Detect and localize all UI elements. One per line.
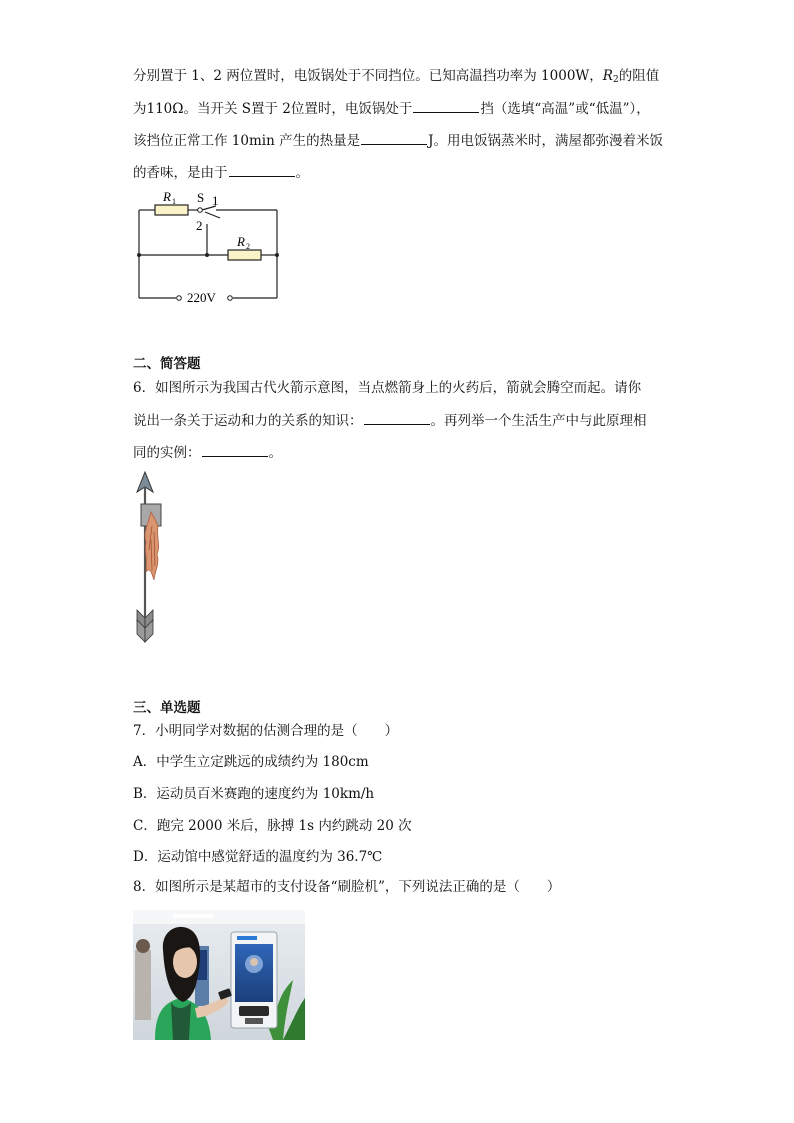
r1-sub: 1	[172, 197, 176, 206]
switch-pos-1: 1	[212, 193, 219, 208]
r1-label: R	[163, 189, 171, 204]
answer-blank-example[interactable]	[202, 442, 268, 457]
q6-line3: 同的实例： 。	[133, 442, 282, 463]
q6-line1: 6．如图所示为我国古代火箭示意图，当点燃箭身上的火药后，箭就会腾空而起。请你	[133, 380, 642, 396]
q6-line2: 说出一条关于运动和力的关系的知识： 。再列举一个生活生产中与此原理相	[133, 410, 647, 431]
r2-symbol: R	[602, 68, 613, 84]
answer-blank-gear[interactable]	[413, 98, 479, 113]
q5-line3: 该挡位正常工作 10min 产生的热量是 J。用电饭锅蒸米时，满屋都弥漫着米饭	[133, 130, 663, 151]
answer-blank-knowledge[interactable]	[364, 410, 430, 425]
circuit-diagram	[130, 188, 290, 308]
section-heading-single-choice: 三、单选题	[133, 700, 201, 716]
resistor-r1	[155, 205, 188, 215]
section-heading-short-answer: 二、简答题	[133, 356, 201, 372]
q5-line2: 为110Ω。当开关 S置于 2位置时，电饭锅处于 挡（选填“高温”或“低温”），	[133, 98, 650, 119]
rocket-arrow-figure	[128, 470, 164, 648]
face-payment-photo	[133, 910, 305, 1040]
q8-stem: 8．如图所示是某超市的支付设备“刷脸机”，下列说法正确的是（ ）	[133, 879, 561, 895]
voltage-label: 220V	[187, 290, 216, 305]
r2-sub: 2	[246, 242, 250, 251]
q7-option-d[interactable]: D．运动馆中感觉舒适的温度约为 36.7℃	[133, 849, 383, 865]
q7-option-b[interactable]: B．运动员百米赛跑的速度约为 10km/h	[133, 786, 375, 802]
q7-option-a[interactable]: A．中学生立定跳远的成绩约为 180cm	[133, 754, 369, 770]
switch-pos-2: 2	[196, 218, 203, 233]
resistor-r2	[228, 250, 261, 260]
switch-label: S	[197, 190, 205, 205]
q7-option-c[interactable]: C．跑完 2000 米后，脉搏 1s 内约跳动 20 次	[133, 818, 412, 834]
q5-line4: 的香味，是由于 。	[133, 162, 309, 183]
answer-blank-heat[interactable]	[361, 130, 427, 145]
answer-blank-reason[interactable]	[229, 162, 295, 177]
q5-line1: 分别置于 1、2 两位置时，电饭锅处于不同挡位。已知高温挡功率为 1000W，$R_2$的阻值	[133, 68, 660, 85]
r2-label: R	[237, 234, 245, 249]
q7-stem: 7．小明同学对数据的估测合理的是（ ）	[133, 723, 399, 739]
